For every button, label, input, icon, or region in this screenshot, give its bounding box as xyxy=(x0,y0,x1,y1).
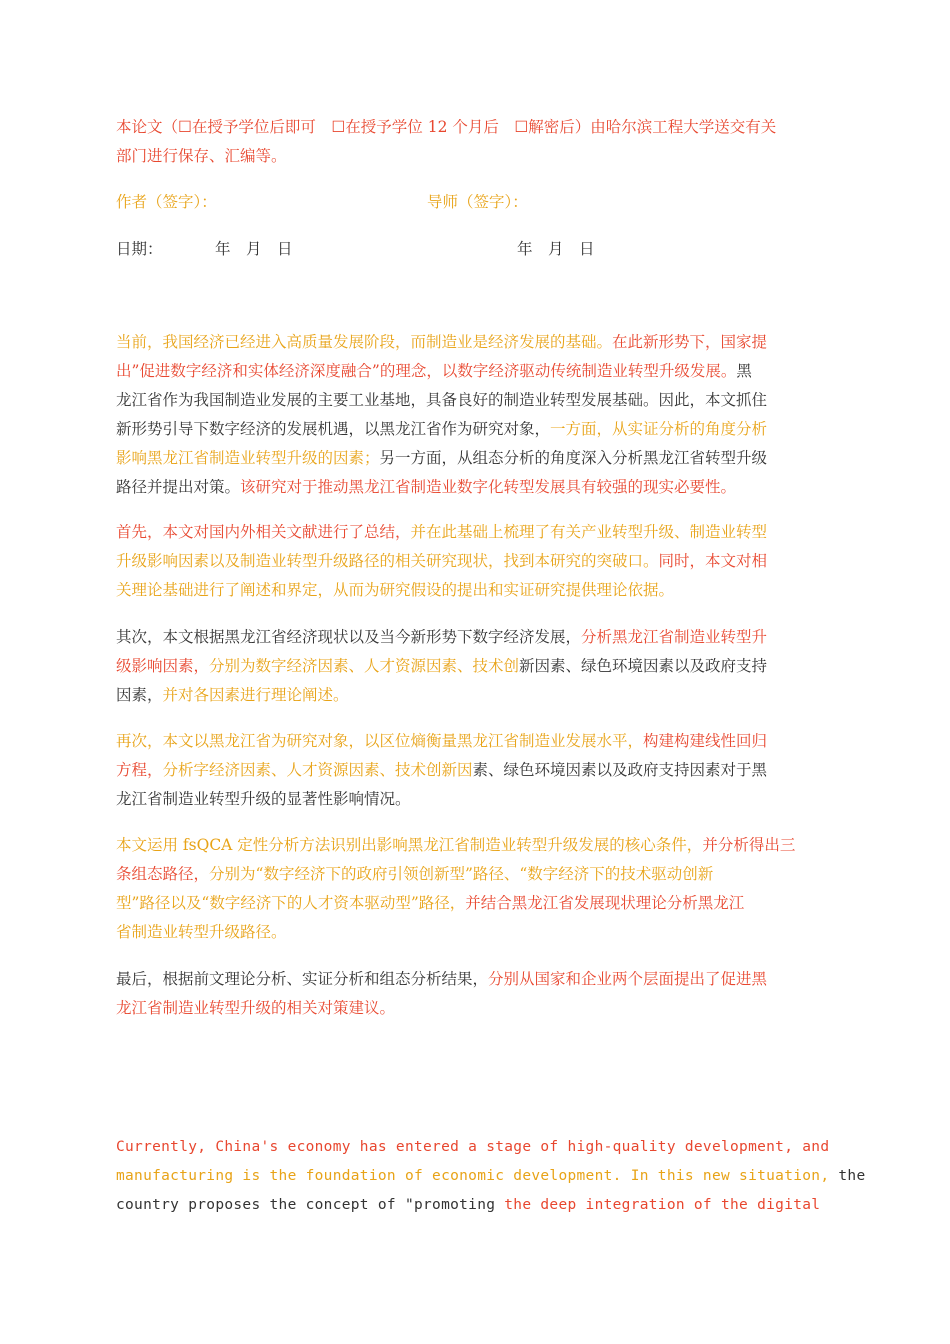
text-segment: 本文运用 fsQCA 定性分析方法识别出影响黑龙江省制造业转型升级发展的核心条件， xyxy=(116,836,703,854)
abstract-paragraph-6 xyxy=(116,965,836,1023)
text-segment: 龙江省制造业转型升级的相关对策建议。 xyxy=(116,999,396,1017)
text-line xyxy=(116,994,836,1023)
text-line xyxy=(116,1162,866,1191)
abstract-paragraph-5 xyxy=(116,831,836,947)
text-line xyxy=(116,831,836,860)
text-segment: 其次，本文根据黑龙江省经济现状以及当今新形势下数字经济发展， xyxy=(116,628,582,646)
text-segment: 新因素、绿色环境因素以及政府支持 xyxy=(519,657,768,675)
text-line xyxy=(116,576,836,605)
text-line xyxy=(116,1191,836,1220)
text-line xyxy=(116,473,836,502)
text-segment: 再次，本文以黑龙江省为研究对象，以区位熵衡量黑龙江省制造业发展水平， xyxy=(116,732,644,750)
text-segment: 分析黑龙江省制造业转型升 xyxy=(581,628,768,646)
text-line xyxy=(116,1133,836,1162)
text-line xyxy=(116,328,836,357)
text-segment: 分别为“数字经济下的政府引领创新型”路径、“数字经济下的技术驱动创新 xyxy=(209,865,714,883)
text-line xyxy=(116,518,836,547)
text-segment: 并分析得出三 xyxy=(702,836,796,854)
text-segment: the xyxy=(829,1168,866,1184)
text-segment: 构建构建线性回归 xyxy=(643,732,768,750)
text-segment: the deep integration of the digital xyxy=(504,1197,821,1213)
text-line xyxy=(116,756,836,785)
text-segment: 龙江省制造业转型升级的显著性影响情况。 xyxy=(116,790,411,808)
abstract-paragraph-4 xyxy=(116,727,836,814)
text-segment: 出”促进数字经济和实体经济深度融合”的理念，以数字经济驱动传统制造业转型升级发展。 xyxy=(116,362,737,380)
text-segment: 并在此基础上梳理了有关产业转型升级、制造业转型 xyxy=(410,523,768,541)
text-segment: 并结合黑龙江省发展现状理论分析黑龙江 xyxy=(465,894,745,912)
abstract-paragraph-3 xyxy=(116,623,836,710)
abstract-paragraph-1 xyxy=(116,328,836,502)
english-abstract-paragraph xyxy=(116,1133,866,1220)
text-segment: 型”路径以及“数字经济下的人才资本驱动型”路径， xyxy=(116,894,466,912)
text-segment: 该研究对于推动黑龙江省制造业数字化转型发展具有较强的现实必要性。 xyxy=(240,478,737,496)
text-segment: 当前，我国经济已经进入高质量发展阶段，而制造业是经济发展的基础。 xyxy=(116,333,613,351)
author-date: 年 月 日 xyxy=(215,240,293,258)
abstract-paragraph-2 xyxy=(116,518,836,605)
text-segment: 一方面，从实证分析的角度分析 xyxy=(550,420,768,438)
text-segment: 分别为数字经济因素、人才资源因素、技术创 xyxy=(209,657,520,675)
text-line xyxy=(116,965,836,994)
text-line xyxy=(116,681,836,710)
text-line xyxy=(116,860,836,889)
text-segment: 因素， xyxy=(116,686,163,704)
text-line xyxy=(116,357,836,386)
text-segment: 同时，本文对相 xyxy=(658,552,768,570)
text-line xyxy=(116,547,836,576)
text-segment: 黑 xyxy=(736,362,752,380)
text-segment: 在此新形势下，国家提 xyxy=(612,333,768,351)
text-segment: 省制造业转型升级路径。 xyxy=(116,923,287,941)
advisor-signature-label: 导师（签字）： xyxy=(427,193,528,211)
text-segment: 影响黑龙江省制造业转型升级的因素； xyxy=(116,449,380,467)
text-segment: 最后，根据前文理论分析、实证分析和组态分析结果， xyxy=(116,970,489,988)
declaration-paragraph xyxy=(116,113,836,171)
text-line xyxy=(116,918,836,947)
text-segment: 首先，本文对国内外相关文献进行了总结， xyxy=(116,523,411,541)
text-segment: country proposes the concept of "promoting xyxy=(116,1197,505,1213)
date-label: 日期： xyxy=(116,240,163,258)
text-segment: 方程， xyxy=(116,761,163,779)
text-segment: 新形势引导下数字经济的发展机遇，以黑龙江省作为研究对象， xyxy=(116,420,551,438)
text-segment: 关理论基础进行了阐述和界定，从而为研究假设的提出和实证研究提供理论依据。 xyxy=(116,581,675,599)
text-segment: 级影响因素， xyxy=(116,657,210,675)
declaration-line: 本论文（☐在授予学位后即可 ☐在授予学位 12 个月后 ☐解密后）由哈尔滨工程大学送交有关 xyxy=(116,118,777,136)
text-line xyxy=(116,652,836,681)
author-signature-label: 作者（签字）： xyxy=(116,193,217,211)
text-segment: 条组态路径， xyxy=(116,865,210,883)
text-line xyxy=(116,889,836,918)
text-line xyxy=(116,444,836,473)
text-segment: 升级影响因素以及制造业转型升级路径的相关研究现状，找到本研究的突破口。 xyxy=(116,552,659,570)
text-segment: manufacturing is the foundation of economic development. In this new situation, xyxy=(116,1168,830,1184)
text-segment: 路径并提出对策。 xyxy=(116,478,241,496)
text-segment: 分析字经济因素、人才资源因素、技术创新因 xyxy=(162,761,473,779)
text-line xyxy=(116,785,836,814)
text-segment: 素、绿色环境因素以及政府支持因素对于黑 xyxy=(472,761,768,779)
text-segment: Currently, China's economy has entered a stage of high-quality development, and xyxy=(116,1139,830,1155)
text-segment: 并对各因素进行理论阐述。 xyxy=(162,686,349,704)
text-line xyxy=(116,623,836,652)
advisor-date: 年 月 日 xyxy=(517,240,595,258)
text-line xyxy=(116,415,836,444)
text-segment: 另一方面，从组态分析的角度深入分析黑龙江省转型升级 xyxy=(379,449,768,467)
text-segment: 龙江省作为我国制造业发展的主要工业基地，具备良好的制造业转型发展基础。因此，本文抓住 xyxy=(116,391,768,409)
text-segment: 分别从国家和企业两个层面提出了促进黑 xyxy=(488,970,768,988)
text-line xyxy=(116,386,836,415)
text-line xyxy=(116,727,836,756)
declaration-line: 部门进行保存、汇编等。 xyxy=(116,147,287,165)
